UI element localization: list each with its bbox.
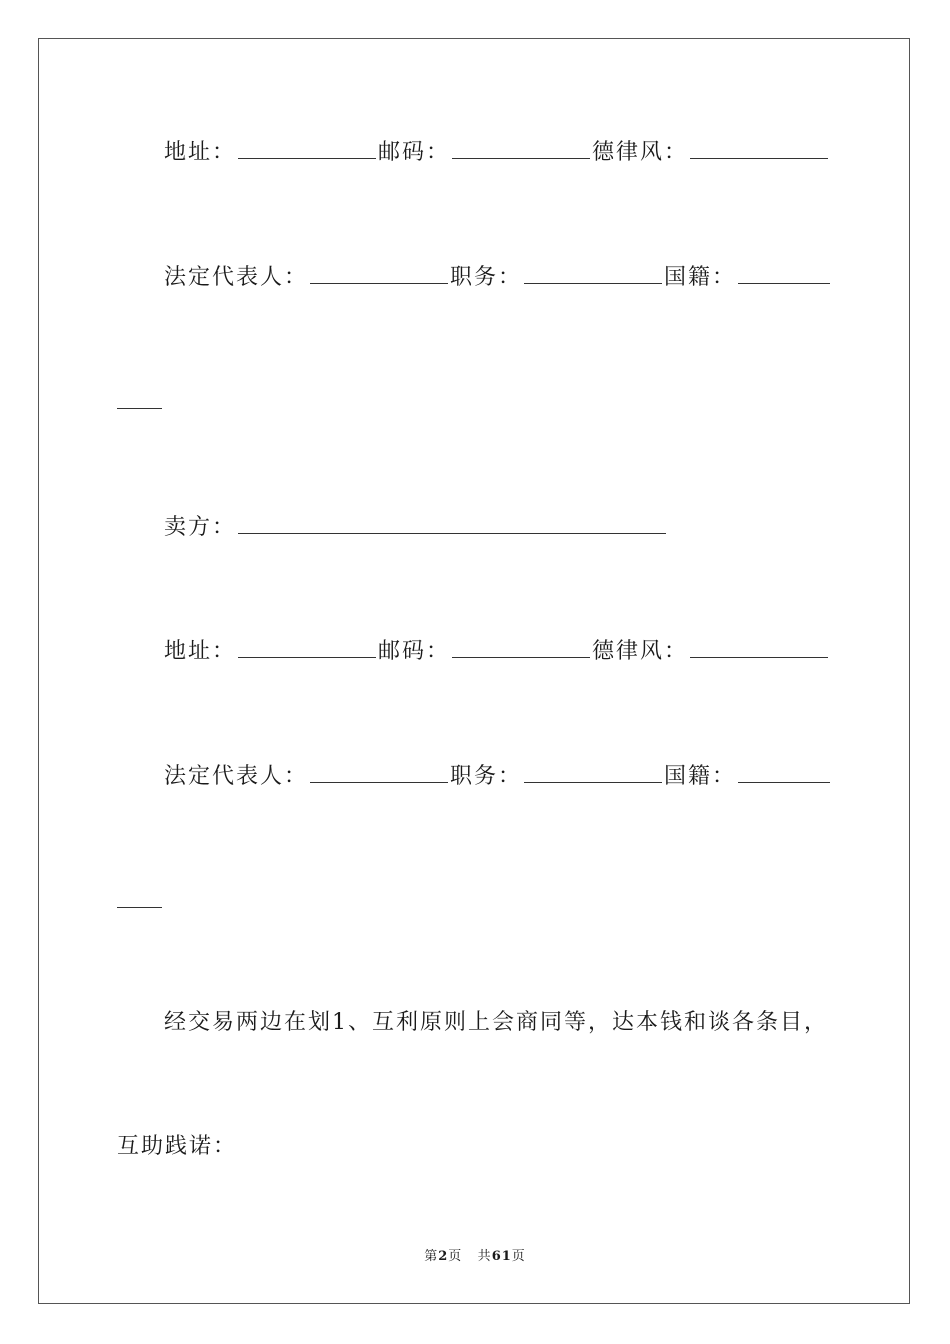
page-prefix: 第 — [424, 1249, 439, 1264]
nationality-label: 国籍： — [664, 764, 737, 789]
address-blank[interactable] — [238, 635, 376, 658]
buyer-representative-line — [164, 261, 832, 292]
seller-blank[interactable] — [238, 511, 666, 534]
nationality-blank[interactable] — [738, 760, 830, 783]
postcode-blank[interactable] — [452, 635, 590, 658]
seller-representative-line — [164, 760, 832, 791]
nationality-blank-continuation[interactable] — [117, 408, 162, 409]
page-number: 2 — [438, 1249, 449, 1264]
postcode-blank[interactable] — [452, 136, 590, 159]
total-prefix: 共 — [477, 1249, 492, 1264]
total-unit: 页 — [511, 1249, 526, 1264]
postcode-label: 邮码： — [378, 140, 451, 165]
page-border — [38, 38, 910, 1304]
phone-blank[interactable] — [690, 136, 828, 159]
buyer-contact-line — [164, 136, 830, 167]
total-pages: 61 — [491, 1249, 512, 1264]
address-label: 地址： — [164, 639, 237, 664]
phone-label: 德律风： — [592, 639, 689, 664]
representative-label: 法定代表人： — [164, 265, 309, 290]
page-footer — [0, 1248, 950, 1266]
agreement-paragraph-line-2: 互助践诺： — [117, 1134, 238, 1159]
nationality-blank-continuation[interactable] — [117, 907, 162, 908]
representative-label: 法定代表人： — [164, 764, 309, 789]
nationality-label: 国籍： — [664, 265, 737, 290]
nationality-blank[interactable] — [738, 261, 830, 284]
representative-blank[interactable] — [310, 760, 448, 783]
phone-label: 德律风： — [592, 140, 689, 165]
representative-blank[interactable] — [310, 261, 448, 284]
seller-label: 卖方： — [164, 515, 237, 540]
address-blank[interactable] — [238, 136, 376, 159]
seller-contact-line — [164, 635, 830, 666]
position-blank[interactable] — [524, 760, 662, 783]
position-label: 职务： — [450, 265, 523, 290]
address-label: 地址： — [164, 140, 237, 165]
position-blank[interactable] — [524, 261, 662, 284]
postcode-label: 邮码： — [378, 639, 451, 664]
position-label: 职务： — [450, 764, 523, 789]
agreement-paragraph-line-1: 经交易两边在划1、互利原则上会商同等，达本钱和谈各条目， — [164, 1010, 828, 1035]
seller-line — [164, 511, 668, 542]
page-unit: 页 — [448, 1249, 463, 1264]
phone-blank[interactable] — [690, 635, 828, 658]
